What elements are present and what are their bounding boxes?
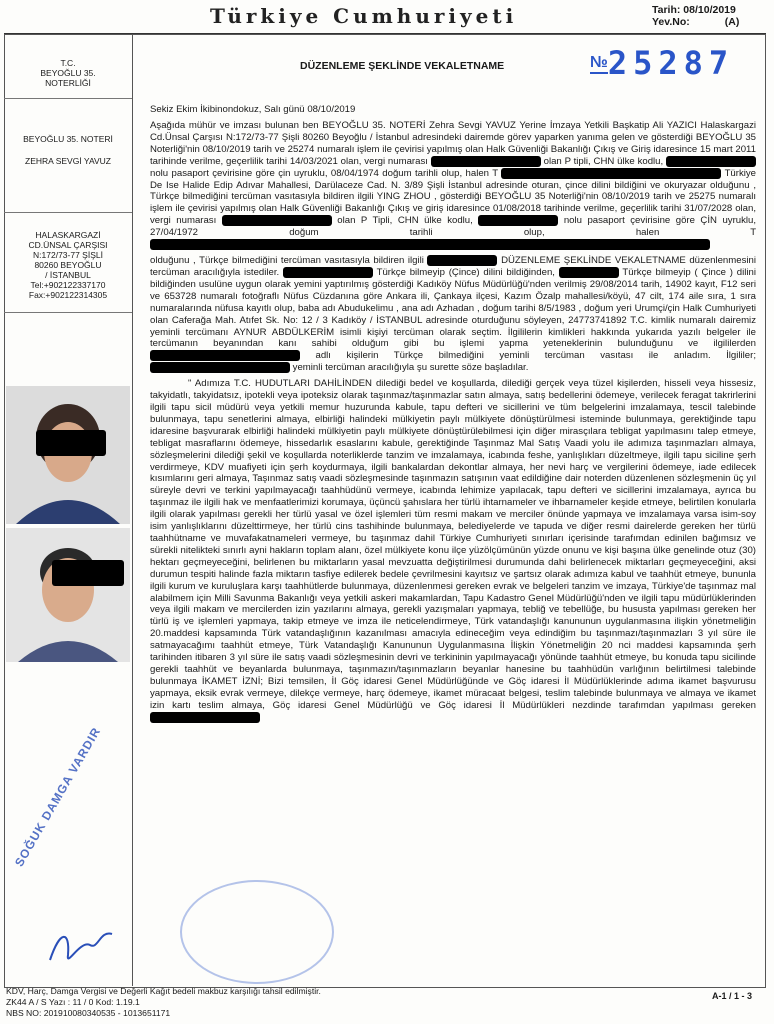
redaction-block [222, 215, 332, 226]
document-header-title: Türkiye Cumhuriyeti [210, 4, 518, 28]
dry-seal-stamp: SOĞUK DAMGA VARDIR [12, 724, 104, 869]
document-number-value: 25287 [607, 44, 735, 82]
notary-address: HALASKARGAZİ CD.ÜNSAL ÇARŞISI N:172/73-77 ŞİŞLİ 80260 BEYOĞLU / İSTANBUL [28, 230, 108, 280]
number-sign: № [590, 54, 608, 74]
redaction-block [478, 215, 558, 226]
redaction-block [150, 712, 260, 723]
header-meta [652, 4, 739, 28]
redaction-block [559, 267, 619, 278]
applicant-photo-2 [6, 528, 130, 662]
notary-fax: Fax:+902122314305 [28, 290, 108, 300]
left-divider [4, 212, 132, 213]
notary-name: ZEHRA SEVGİ YAVUZ [25, 156, 111, 166]
person-photo-icon [6, 528, 130, 662]
redaction-block [666, 156, 756, 167]
footer-tax-note: KDV, Harç, Damga Vergisi ve Değerli Kağıt bedeli makbuz karşılığı tahsil edilmiştir. [6, 986, 321, 996]
notary-seal-icon [180, 880, 334, 984]
header-date: Tarih: 08/10/2019 [652, 4, 736, 16]
notary-office-name: BEYOĞLU 35. NOTERİ [23, 134, 113, 144]
redaction-block [427, 255, 497, 266]
redaction-block [150, 239, 710, 250]
photo-redaction [36, 430, 106, 456]
body-paragraph-2: olduğunu , Türkçe bilmediğini tercüman vasıtasıyla bildiren ilgili DÜZENLEME ŞEKLİNDE VEKALETNAME düzenlenmesini tercüman aracılığıyla istediler. Türkçe bilmeyip (Çince) dilini bildiğinden, Türkçe bilmeyip ( Çince ) dilini bildiğinden usulüne uygun olarak yemini yaptırılmış gösterdiği Kadıköy Nüfus Müdürlüğü'nden verilmiş 29/08/2014 tarih, 14902 kayıt, F12 seri ve 653728 numaralı fotoğraflı Nüfus Cüzdanına göre Ankara ili, Çankaya ilçesi, Kazım Özalp mahallesi/köyü, 47 cilt, 174 aile sıra, 1 sıra numaralarında nüfusa kayıtlı olup, baba adı Abudukelimu , ana adı Azhadan , doğum tarihi 8/5/1983 , doğum yeri Urumçi/çin Halk Cumhuriyeti olan Caferağa Mah. Atıfet Sk. No: 12 / 3 Kadıköy / İSTANBUL adresinde oturduğunu söyleyen, 24773741892 T.C. kimlik numaralı dairemiz yeminli tercümanı AYNUR ABDÜLKERİM isimli kişiyi tercüman olarak seçtim. İlgililerin kimlikleri hakkında yukarıda yazılı belgeler ile tercümanın beyanından kanı sahibi olduğum gibi bu işlemi yapma yeteneklerinin bulunduğunu ve ilgililerden adlı kişilerin Türkçe bilmediğini yeminli tercüman vasıtası ile anladım. İlgililer; yeminli tercüman aracılığıyla şu surette söze başladılar. [150, 255, 756, 374]
body-paragraph-3: " Adımıza T.C. HUDUTLARI DAHİLİNDEN dilediği bedel ve koşullarda, dilediği gerçek veya tüzel kişilerden, hisseli veya hissesiz, takyidatlı, takyidatsız, ipotekli veya ipoteksiz olarak taşınmaz/taşınmazlar satın almaya, satış bedellerini ödemeye, verilecek feragat takrirlerini ilgili tapu sicil müdürü veya yetkili memur huzurunda kabule, tapu defteri ve sicillerini ve tüm belgelerini imzalamaya, tescil talebinde bulunmaya, tapu senetlerini almaya, elbirliği halindeki mülkiyetin paylı mülkiyete dönüştürülmesi isteminde bulunmaya, gerektiğinde tapu idaresine başvurarak elbirliği halindeki mülkiyetin paylı mülkiyete dönüştürülebilmesi için diğer mirasçılara tebligat yapılmasını talep etmeye, tebligat masraflarını ödemeye, hissedarlık esaslarını kabule, gerektiğinde Taşınmaz Mal Satış Vaadi yolu ile adımıza taşınmazları almaya, sözleşmelerini dilediği şekil ve koşullarda noterliklerde tanzim ve imzalamaya, icabında feshe, yanlışlıkları düzeltmeye, ilgili tapu siciline şerh verdirmeye, KDV muafiyeti için şerh koydurmaya, ilgili bankalardan dekontlar almaya, her nevi harç ve vergilerini ödemeye, iade edilecek kısımlarını geri almaya, Taşınmaz satış vaadi sözleşmesinde taşınmazın satışının vaat edildiğine dair noterden düzenlenen sözleşmenin üç yıl süreyle devri ve terkini yapılmayacağı taahhüdünü vermeye, icabında lehimize yapılacak, tapu defteri ve sicillerini imzalamaya, ayrıca bu taşınmaz ile ilgili hak ve menfaatlerimizi korumaya, üçüncü şahıslara her türlü ihtarnameler ve ihbarnameler keşide etmeye, belirtilen konularla ilgili olarak yapılması gerekli her türlü yasal ve özel işlemleri tüm resmi makam ve merciler önünde yapmaya ve imzalamaya varsa isim-soy isim yanlışlıklarını düzelttirmeye, her türlü cins tashihinde bulunmaya, belediyelerde ve tapuda ve diğer resmi dairelerde gereken her türlü taahhütname ve muvafakatnameleri vermeye, bu taşınmaz dahil Türkiye Cumhuriyeti sınırları içerisinde tarafımdan edinilen bağımsız ve sürekli nitelikteki sınırlı ayni hakların toplam alanı, özel mülkiyete konu ilçe yüzölçümünün yüzde onunu ve kişi başına ülke genelinde otuz (30) hektarı geçmeyeceğini, belirlenen bu miktarların yasal mevzuatta değiştirilmesi durumunda dahi belirlenecek miktarları geçmeyeceğini, aksi durumun tespiti halinde fazla miktarın tasfiye edilerek bedele çevrilmesini kayıtsız ve şartsız olarak adımıza kabul ve taahhüt etmeye, bununla ilgili kurum ve kuruluşlara karşı taahhütlerde bulunmaya, düzenlenmesi gereken evrak ve belgeleri tanzim ve imzaya, Türkiye'de taşınmaz mal alabilmem için Milli Savunma Bakanlığı veya yetkili askeri makamlardan, Tapu Kadastro Genel Müdürlüğü'nden ve ilgili tapu müdürlüklerinden veya ilgili makam ve mercilerden izin yazılarını almaya, gerekli yazışmaları yapmaya, tebliğ ve tebellüğe, bu hususta yapılması gereken her türlü iş ve işlemleri yapmaya, takip etmeye ve imza ile neticelendirmeye, Türk vatandaşlığı kanununun uygulanmasına ilişkin yönetmeliğin 20.maddesi kapsamında Türk vatandaşlığının kazanılması amacıyla edineceğim veya edindiğim bu taşınmazı/taşınmazları 3 yıl süre ile satmayacağımı taahhüt etmeye, Türk Vatandaşlığı Kanununun Uygulanmasına İlişkin Yönetmeliğin 20 nci maddesi kapsamında şerh tarihinden itibaren 3 yıl süre ile satış vaadi sözleşmesinin devri ve terkininin yapılmayacağı yönünde taahhüt etmeye, bu konuda tapu sicilinde gerekli taahhüt ve beyanlarda bulunmaya, taşınmazın/taşınmazların beyanlar hanesine bu taahhüdün varlığının belirtilmesi talebinde bulunmaya İKAMET İZNİ; Bizi temsilen, İl Göç idaresi Genel Müdürlüğünde ve Göç idaresi İl Müdürlüklerinde adıma ikamet başvurusu yapmaya, eksik evrak vermeye, dilekçe vermeye, harç ödemeye, ikamet müracaat belgesi, teslim talebinde bulunmaya ve almaya ve ikamet izin kartı teslim almaya, Göç idaresi Genel Müdürlüğü ve Göç idaresi İl Müdürlükleri nezdinde tarafımdan yapılması gereken [150, 378, 756, 723]
document-number [590, 44, 734, 82]
header-yev-no: Yev.No: (A) [652, 16, 740, 28]
redaction-block [431, 156, 541, 167]
footer-nbs-no: NBS NO: 201910080340535 - 1013651171 [6, 1008, 171, 1018]
left-divider [4, 98, 132, 99]
footer [6, 986, 321, 1019]
redaction-block [501, 168, 721, 179]
notary-tel: Tel:+902122337170 [30, 280, 106, 290]
redaction-block [150, 362, 290, 373]
left-divider [4, 312, 132, 313]
body-paragraph-1: Aşağıda mühür ve imzası bulunan ben BEYOĞLU 35. NOTERİ Zehra Sevgi YAVUZ Yerine İmzaya Yetkili Başkatip Ali YAZICI Halaskargazi Cd.Ünsal Çarşısı N:172/73-77 Şişli 80260 Beyoğlu / İstanbul adresindeki dairemde görev yaparken yanıma gelen ve gösterdiği BEYOĞLU 35 Noterliği'nin 08/10/2019 tarih ve 25274 numaralı işlem ile çevirisi yapılmış olan Halk Güvenliği Bakanlığı Çıkış ve Giriş idaresince 15 mart 2011 tarihinde verilme, geçerlilik tarihi 14/03/2021 olan, vergi numarası olan P tipli, CHN ülke kodlu, nolu pasaport çevirisine göre çin uyruklu, 08/04/1974 doğum tarihli olup, halen T Türkiye De Ise Halide Edip Adıvar Mahallesi, Darülaceze Cad. N. 3/89 Şişli İstanbul adresinde oturan, çince dilini bildiğini ve okuryazar olduğunu , Türkçe bilmediğini tercüman vasıtasıyla bildiren ilgili YING ZHOU , gösterdiği BEYOĞLU 35 Noterliği'nin 08/10/2019 tarih ve 25275 numaralı işlem ile çevirisi yapılmış olan Halk Güvenliği Bakanlığı Çıkış ve giriş idaresince 01/08/2018 tarihinde verilme, geçerlilik tarihi 31/07/2028 olan, vergi numarası olan P Tipli, CHN ülke kodlu, nolu pasaport çevirisine göre ÇİN uyruklu, 27/04/1972 doğum tarihli olup, halen T [150, 120, 756, 251]
applicant-photo-1 [6, 386, 130, 524]
document-title: DÜZENLEME ŞEKLİNDE VEKALETNAME [300, 60, 505, 72]
redaction-block [150, 350, 300, 361]
footer-code: ZK44 A / S Yazı : 11 / 0 Kod: 1.19.1 [6, 997, 140, 1007]
signature-icon [40, 920, 120, 970]
document-body [150, 104, 756, 728]
date-in-words: Sekiz Ekim İkibinondokuz, Salı günü 08/10/2019 [150, 104, 356, 115]
redaction-block [283, 267, 373, 278]
notary-office-label: T.C. BEYOĞLU 35. NOTERLİĞİ [40, 58, 96, 88]
page-number: A-1 / 1 - 3 [712, 991, 753, 1001]
photo-redaction [52, 560, 124, 586]
